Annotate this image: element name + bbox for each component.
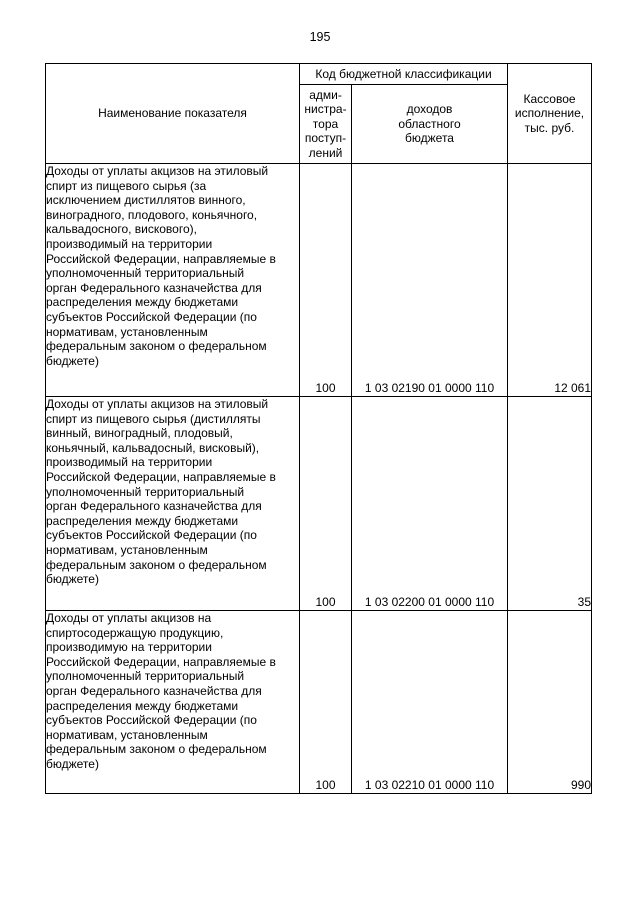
row-amount: 990 [508,611,592,794]
table-row [46,164,592,397]
header-code-group: Код бюджетной классификации [300,64,508,85]
row-amount: 35 [508,397,592,611]
row-indicator-name: Доходы от уплаты акцизов на этиловый спирт из пищевого сырья (дистилляты винный, виноградный, плодовый, коньячный, кальвадосный, висковый), производимый на территории Российской Федерации, направляемые в уполномоченный территориальный орган Федерального казначейства для распределения между бюджетами субъектов Российской Федерации (по нормативам, установленным федеральным законом о федеральном бюджете) [46,397,300,611]
row-admin-code: 100 [300,397,352,611]
row-admin-code: 100 [300,611,352,794]
header-indicator-name: Наименование показателя [46,64,300,164]
row-income-code: 1 03 02190 01 0000 110 [352,164,508,397]
page-number: 195 [309,30,331,44]
header-income-code: доходов областного бюджета [352,85,508,164]
budget-table [45,63,592,794]
table-row [46,611,592,794]
row-amount: 12 061 [508,164,592,397]
table-row [46,397,592,611]
header-row-top [46,64,592,85]
row-indicator-name: Доходы от уплаты акцизов на этиловый спирт из пищевого сырья (за исключением дистиллятов винного, виноградного, плодового, коньячного, кальвадосного, вискового), производимый на территории Российской Федерации, направляемые в уполномоченный территориальный орган Федерального казначейства для распределения между бюджетами субъектов Российской Федерации (по нормативам, установленным федеральным законом о федеральном бюджете) [46,164,300,397]
row-indicator-name: Доходы от уплаты акцизов на спиртосодержащую продукцию, производимую на территории Российской Федерации, направляемые в уполномоченный территориальный орган Федерального казначейства для распределения между бюджетами субъектов Российской Федерации (по нормативам, установленным федеральным законом о федеральном бюджете) [46,611,300,794]
row-admin-code: 100 [300,164,352,397]
row-income-code: 1 03 02210 01 0000 110 [352,611,508,794]
row-income-code: 1 03 02200 01 0000 110 [352,397,508,611]
header-admin-code: адми- нистра- тора поступ- лений [300,85,352,164]
header-cash-execution: Кассовое исполнение, тыс. руб. [508,64,592,164]
